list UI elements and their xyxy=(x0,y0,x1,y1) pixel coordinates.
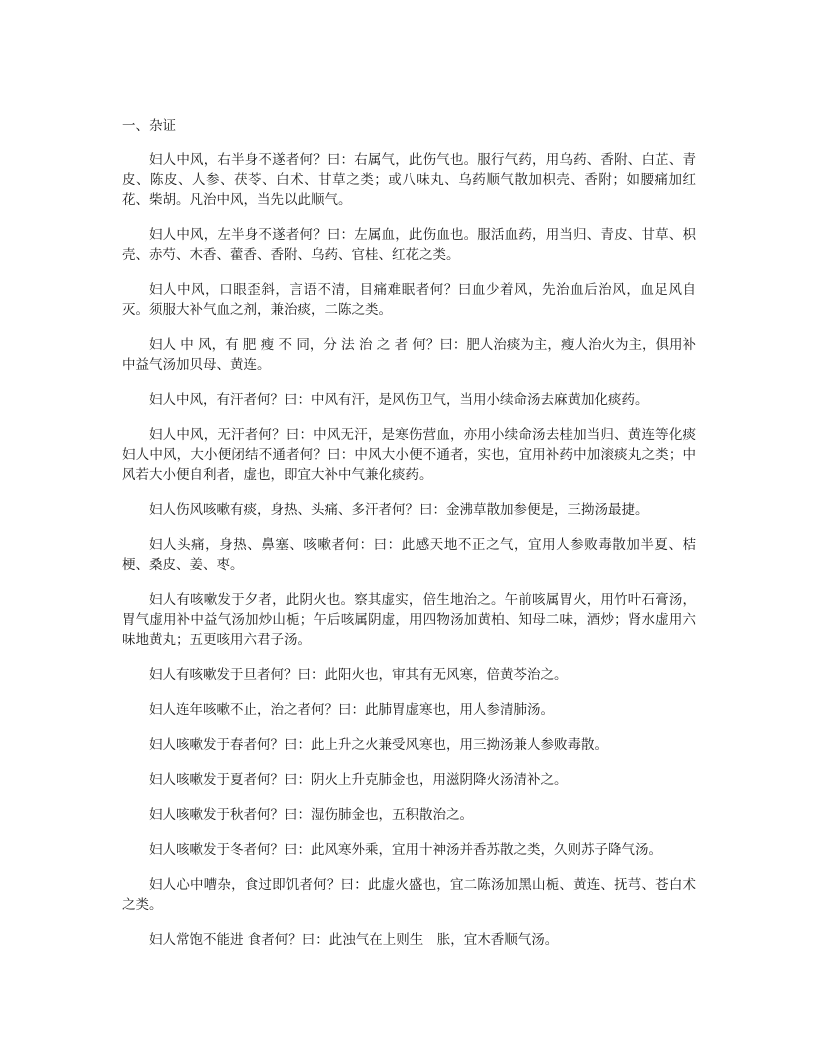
paragraph-5: 妇人中风，有汗者何？曰：中风有汗，是风伤卫气，当用小续命汤去麻黄加化痰药。 xyxy=(149,392,649,408)
paragraph-6: 妇人中风，无汗者何？曰：中风无汗，是寒伤营血，亦用小续命汤去桂加当归、黄连等化痰妇人中风，大小便闭结不通者何？曰：中风大小便不通者，实也，宜用补药中加滚痰丸之类；中风若大小便自利者，虚也，即宜大补中气兼化痰药。 xyxy=(122,427,696,483)
paragraph-2: 妇人中风，左半身不遂者何？曰：左属血，此伤血也。服活血药，用当归、青皮、甘草、枳壳、赤芍、木香、藿香、香附、乌药、官桂、红花之类。 xyxy=(122,227,696,263)
paragraph-15: 妇人咳嗽发于冬者何？曰：此风寒外乘，宜用十神汤并香苏散之类，久则苏子降气汤。 xyxy=(149,842,662,858)
paragraph-11: 妇人连年咳嗽不止，治之者何？曰：此肺胃虚寒也，用人参清肺汤。 xyxy=(149,702,554,718)
paragraph-17: 妇人常饱不能进 食者何？曰：此浊气在上则生 胀，宜木香顺气汤。 xyxy=(149,932,559,948)
paragraph-10: 妇人有咳嗽发于旦者何？曰：此阳火也，审其有无风寒，倍黄芩治之。 xyxy=(149,667,568,683)
paragraph-3: 妇人中风，口眼歪斜，言语不清，目痛难眠者何？曰血少着风，先治血后治风，血足风自灭。须服大补气血之剂，兼治痰，二陈之类。 xyxy=(122,282,696,318)
paragraph-4: 妇人 中 风，有 肥 瘦 不 同，分 法 治 之 者 何？曰：肥人治痰为主，瘦人治火为主，俱用补中益气汤加贝母、黄连。 xyxy=(122,337,696,373)
paragraph-16: 妇人心中嘈杂，食过即饥者何？曰：此虚火盛也，宜二陈汤加黑山栀、黄连、抚芎、苍白术之类。 xyxy=(122,877,696,913)
section-title: 一、杂证 xyxy=(122,118,176,134)
paragraph-14: 妇人咳嗽发于秋者何？曰：湿伤肺金也，五积散治之。 xyxy=(149,807,473,823)
paragraph-1: 妇人中风，右半身不遂者何？曰：右属气，此伤气也。服行气药，用乌药、香附、白芷、青皮、陈皮、人参、茯苓、白术、甘草之类；或八味丸、乌药顺气散加枳壳、香附；如腰痛加红花、柴胡。凡治中风，当先以此顺气。 xyxy=(122,152,696,208)
document-body xyxy=(122,150,696,965)
paragraph-7: 妇人伤风咳嗽有痰，身热、头痛、多汗者何？曰：金沸草散加参便是，三拗汤最捷。 xyxy=(149,502,649,518)
paragraph-8: 妇人头痛，身热、鼻塞、咳嗽者何：曰：此感天地不正之气，宜用人参败毒散加半夏、桔梗、桑皮、姜、枣。 xyxy=(122,537,696,573)
paragraph-12: 妇人咳嗽发于春者何？曰：此上升之火兼受风寒也，用三拗汤兼人参败毒散。 xyxy=(149,737,608,753)
paragraph-9: 妇人有咳嗽发于夕者，此阴火也。察其虚实，倍生地治之。午前咳属胃火，用竹叶石膏汤，胃气虚用补中益气汤加炒山栀；午后咳属阴虚，用四物汤加黄柏、知母二味，酒炒；肾水虚用六味地黄丸；五更咳用六君子汤。 xyxy=(122,592,696,648)
paragraph-13: 妇人咳嗽发于夏者何？曰：阴火上升克肺金也，用滋阴降火汤清补之。 xyxy=(149,772,568,788)
